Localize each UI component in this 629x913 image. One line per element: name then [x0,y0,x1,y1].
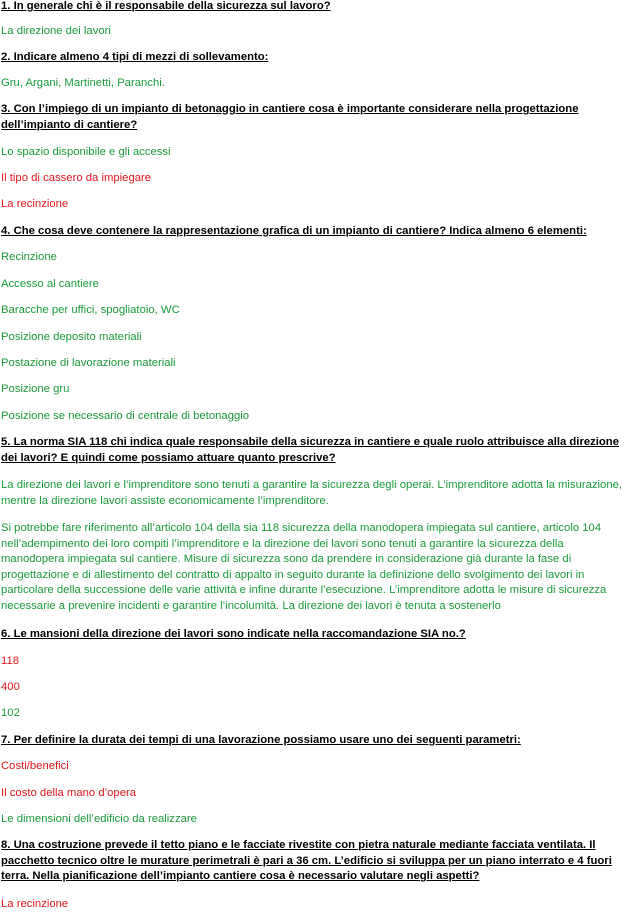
answer-6a: 118 [1,655,20,667]
answer-3c: La recinzione [1,198,69,210]
answer-4f: Posizione gru [1,383,70,395]
question-6 [1,627,628,643]
answer-8a: La recinzione [1,898,69,910]
question-7 [1,733,628,749]
answer-4a: Recinzione [1,251,57,263]
question-number: 6. [1,628,11,640]
question-text: Con l’impiego di un impianto di betonaggio in cantiere cosa è importante considerare nella progettazione dell’impianto di cantiere? [1,103,579,131]
answer-6c: 102 [1,707,20,719]
question-text: Indicare almeno 4 tipi di mezzi di sollevamento: [13,51,269,63]
question-text: In generale chi è il responsabile della sicurezza sul lavoro? [13,0,331,12]
question-text: La norma SIA 118 chi indica quale responsabile della sicurezza in cantiere e quale ruolo attribuisce alla direzione dei lavori? E quindi come possiamo attuare quanto prescrive? [1,436,619,464]
question-text: Le mansioni della direzione dei lavori sono indicate nella raccomandazione SIA no.? [13,628,466,640]
answer-4b: Accesso al cantiere [1,278,99,290]
question-2 [1,50,628,66]
answer-4e: Postazione di lavorazione materiali [1,357,176,369]
answer-6b: 400 [1,681,20,693]
answer-7a: Costi/benefici [1,760,69,772]
question-text: Che cosa deve contenere la rappresentazione grafica di un impianto di cantiere? Indica almeno 6 elementi: [13,225,587,237]
question-8 [1,838,628,885]
answer-1: La direzione dei lavori [1,25,111,37]
answer-4c: Baracche per uffici, spogliatoio, WC [1,304,180,316]
answer-4d: Posizione deposito materiali [1,331,142,343]
answer-3a: Lo spazio disponibile e gli accessi [1,146,171,158]
question-number: 1. [1,0,11,12]
question-number: 3. [1,103,11,115]
question-text: Una costruzione prevede il tetto piano e le facciate rivestite con pietra naturale mediante facciata ventilata. Il pacchetto tecnico oltre le murature perimetrali è pari a 36 cm. L’edificio si sviluppa per un piano interrato e 4 fuori terra. Nella pianificazione dell’impianto cantiere cosa è necessario valutare negli aspetti? [1,839,612,883]
answer-2: Gru, Argani, Martinetti, Paranchi. [1,77,165,89]
question-5 [1,435,628,466]
answer-4g: Posizione se necessario di centrale di betonaggio [1,410,250,422]
question-number: 2. [1,51,11,63]
question-1 [1,0,628,15]
answer-5a: La direzione dei lavori e l’imprenditore sono tenuti a garantire la sicurezza degli operai. L’imprenditore adotta la misurazione, mentre la direzione lavori assiste economicamente l’imprenditore. [1,479,623,507]
question-number: 7. [1,734,11,746]
question-4 [1,224,628,240]
answer-3b: Il tipo di cassero da impiegare [1,172,152,184]
answer-7c: Le dimensioni dell’edificio da realizzare [1,813,197,825]
question-text: Per definire la durata dei tempi di una lavorazione possiamo usare uno dei seguenti parametri: [13,734,521,746]
answer-7b: Il costo della mano d’opera [1,787,137,799]
question-number: 4. [1,225,11,237]
answer-5b: Si potrebbe fare riferimento all’articolo 104 della sia 118 sicurezza della manodopera impiegata sul cantiere, articolo 104 nell’adempimento dei loro compiti l’imprenditore e la direzione dei lavori sono tenuti a garantire la sicurezza della manodopera impiegata sul cantiere. Misure di sicurezza sono da prendere in considerazione già durante la fase di progettazione e di allestimento del contratto di appalto in seguito durante la definizione dello svolgimento dei lavori in particolare della successione delle varie attività e infine durante l’esecuzione. L’imprenditore adotta le misure di sicurezza necessarie a prevenire incidenti e garantire l’incolumità. La direzione dei lavori è tenuta a sostenerlo [1,522,607,612]
question-3 [1,102,628,133]
question-number: 5. [1,436,11,448]
question-number: 8. [1,839,11,851]
